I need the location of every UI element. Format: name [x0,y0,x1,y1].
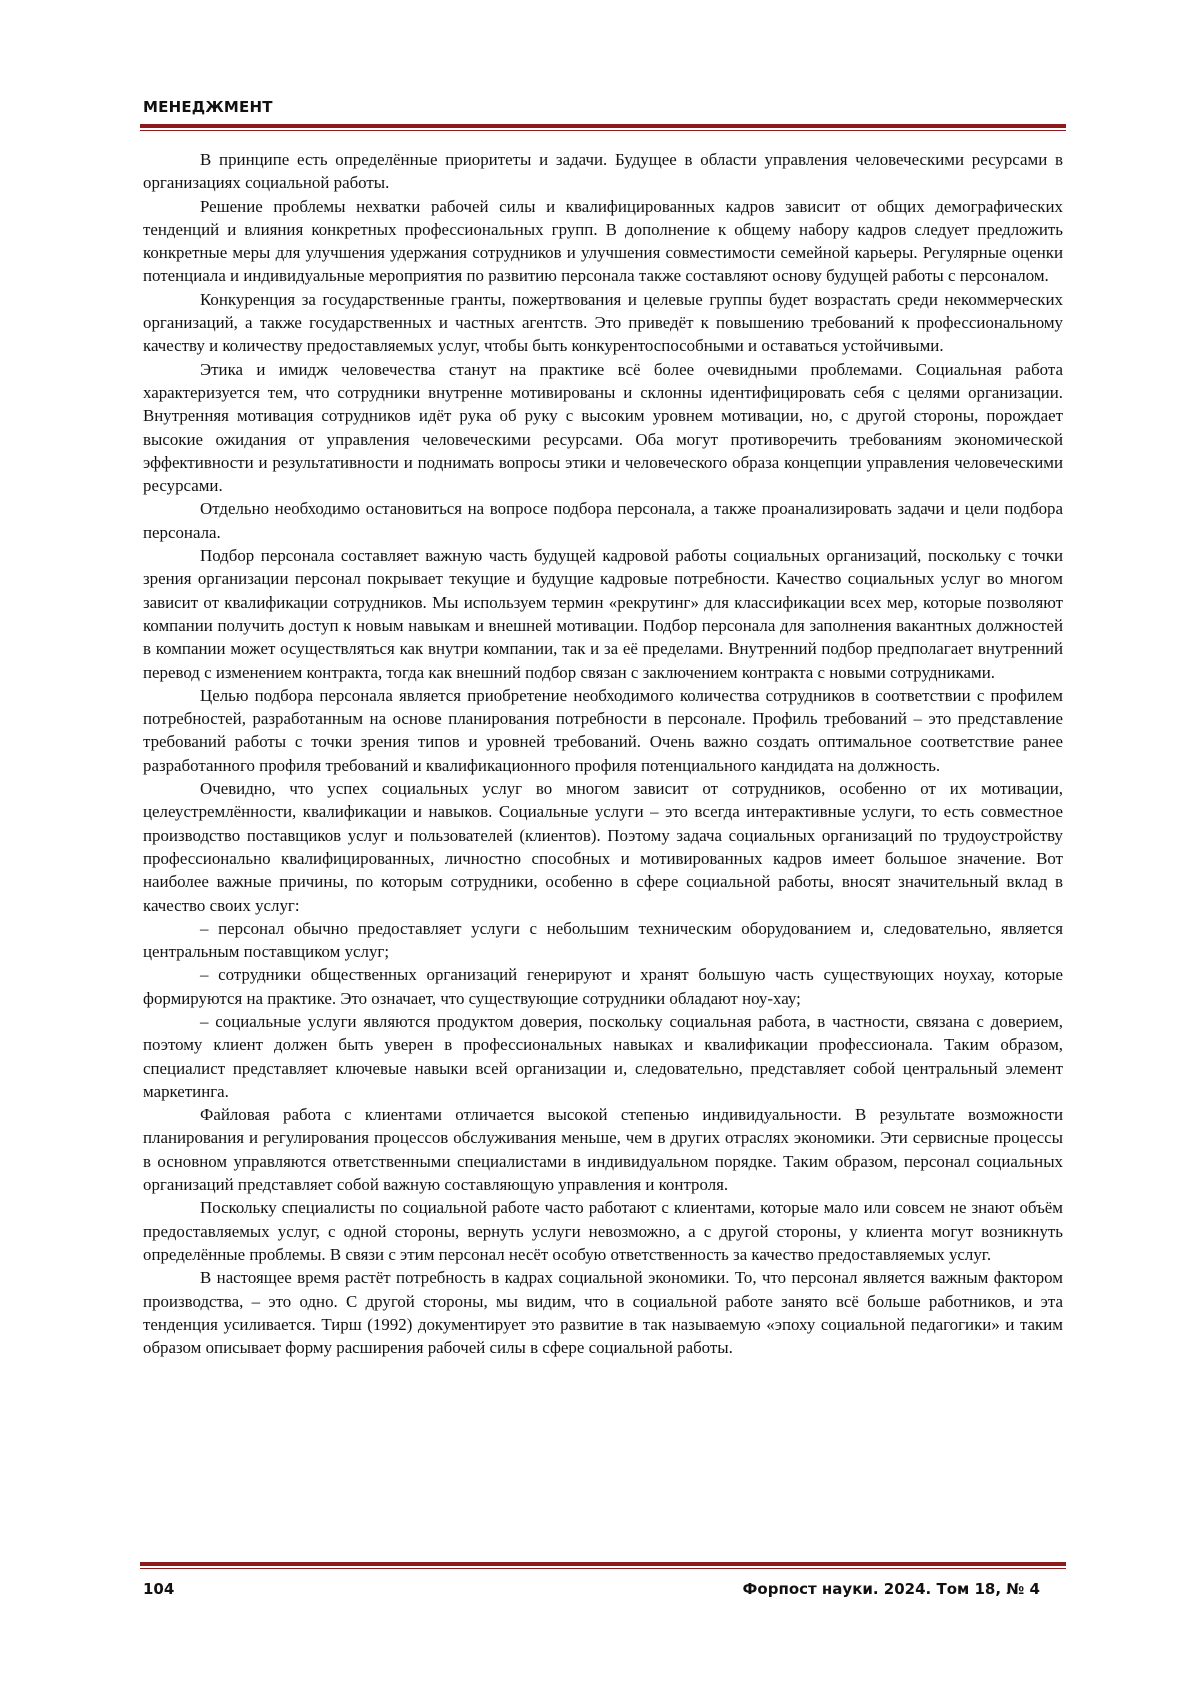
running-head-section: МЕНЕДЖМЕНТ [143,98,273,116]
header-rule-thin [140,130,1066,131]
header-rule-thick [140,124,1066,128]
list-item: – сотрудники общественных организаций генерируют и хранят большую часть существующих ноухау, которые формируются на практике. Это означает, что существующие сотрудники обладают ноу-хау; [143,965,1063,1008]
paragraph: Конкуренция за государственные гранты, пожертвования и целевые группы будет возрастать среди некоммерческих организаций, а также государственных и частных агентств. Это приведёт к повышению требований к профессиональному качеству и количеству предоставляемых услуг, чтобы быть конкурентоспособными и оставаться устойчивыми. [143,289,1063,356]
paragraph: Целью подбора персонала является приобретение необходимого количества сотрудников в соответствии с профилем потребностей, разработанным на основе планирования потребности в персонале. Профиль требований – это представление требований работы с точки зрения типов и уровней требований. Очень важно создать оптимальное соответствие ранее разработанного профиля требований и квалификационного профиля потенциального кандидата на должность. [143,685,1063,775]
paragraph: В принципе есть определённые приоритеты и задачи. Будущее в области управления человеческими ресурсами в организациях социальной работы. [143,150,1063,193]
list-item: – социальные услуги являются продуктом доверия, поскольку социальная работа, в частности, связана с доверием, поэтому клиент должен быть уверен в профессиональных навыках и квалификации профессионала. Таким образом, специалист представляет ключевые навыки всей организации и, следовательно, представляет собой центральный элемент маркетинга. [143,1011,1063,1101]
header-rule [140,124,1066,131]
paragraph: В настоящее время растёт потребность в кадрах социальной экономики. То, что персонал является важным фактором производства, – это одно. С другой стороны, мы видим, что в социальной работе занято всё больше работников, и эта тенденция усиливается. Тирш (1992) документирует это развитие в так называемую «эпоху социальной педагогики» и таким образом описывает форму расширения рабочей силы в сфере социальной работы. [143,1268,1063,1358]
paragraph: Этика и имидж человечества станут на практике всё более очевидными проблемами. Социальная работа характеризуется тем, что сотрудники внутренне мотивированы и склонны идентифицировать себя с целями организации. Внутренняя мотивация сотрудников идёт рука об руку с высоким уровнем мотивации, но, с другой стороны, порождает высокие ожидания от управления человеческими ресурсами. Оба могут противоречить требованиям экономической эффективности и результативности и поднимать вопросы этики и человеческого образа концепции управления человеческими ресурсами. [143,359,1063,496]
footer-rule-thick [140,1562,1066,1566]
footer-rule-thin [140,1568,1066,1569]
list-item: – персонал обычно предоставляет услуги с небольшим техническим оборудованием и, следовательно, является центральным поставщиком услуг; [143,918,1063,962]
paragraph: Отдельно необходимо остановиться на вопросе подбора персонала, а также проанализировать задачи и цели подбора персонала. [143,499,1063,542]
paragraph: Поскольку специалисты по социальной работе часто работают с клиентами, которые мало или совсем не знают объём предоставляемых услуг, с одной стороны, вернуть услуги невозможно, а с другой стороны, у клиента могут возникнуть определённые проблемы. В связи с этим персонал несёт особую ответственность за качество предоставляемых услуг. [143,1198,1063,1264]
paragraph: Очевидно, что успех социальных услуг во многом зависит от сотрудников, особенно от их мотивации, целеустремлённости, квалификации и навыков. Социальные услуги – это всегда интерактивные услуги, то есть совместное производство поставщиков услуг и пользователей (клиентов). Поэтому задача социальных организаций по трудоустройству профессионально квалифицированных, личностно способных и мотивированных кадров имеет большое значение. Вот наиболее важные причины, по которым сотрудники, особенно в сфере социальной работы, вносят значительный вклад в качество своих услуг: [143,779,1063,915]
footer-rule [140,1562,1066,1569]
paragraph: Подбор персонала составляет важную часть будущей кадровой работы социальных организаций, поскольку с точки зрения организации персонал покрывает текущие и будущие кадровые потребности. Качество социальных услуг во многом зависит от квалификации сотрудников. Мы используем термин «рекрутинг» для классификации всех мер, которые позволяют компании получить доступ к новым навыкам и внешней мотивации. Подбор персонала для заполнения вакантных должностей в компании может осуществляться как внутри компании, так и за её пределами. Внутренний подбор предполагает внутренний перевод с изменением контракта, тогда как внешний подбор связан с заключением контракта с новыми сотрудниками. [143,546,1063,682]
page-number: 104 [143,1580,175,1598]
journal-citation: Форпост науки. 2024. Том 18, № 4 [742,1580,1040,1598]
article-body [143,148,1063,1359]
paragraph: Решение проблемы нехватки рабочей силы и квалифицированных кадров зависит от общих демографических тенденций и влияния конкретных профессиональных групп. В дополнение к общему набору кадров следует предложить конкретные меры для улучшения удержания сотрудников и улучшения совместимости семейной карьеры. Регулярные оценки потенциала и индивидуальные мероприятия по развитию персонала также составляют основу будущей работы с персоналом. [143,196,1063,286]
paragraph: Файловая работа с клиентами отличается высокой степенью индивидуальности. В результате возможности планирования и регулирования процессов обслуживания меньше, чем в других отраслях экономики. Эти сервисные процессы в основном управляются ответственными специалистами в индивидуальном порядке. Таким образом, персонал социальных организаций представляет собой важную составляющую управления и контроля. [143,1105,1063,1195]
